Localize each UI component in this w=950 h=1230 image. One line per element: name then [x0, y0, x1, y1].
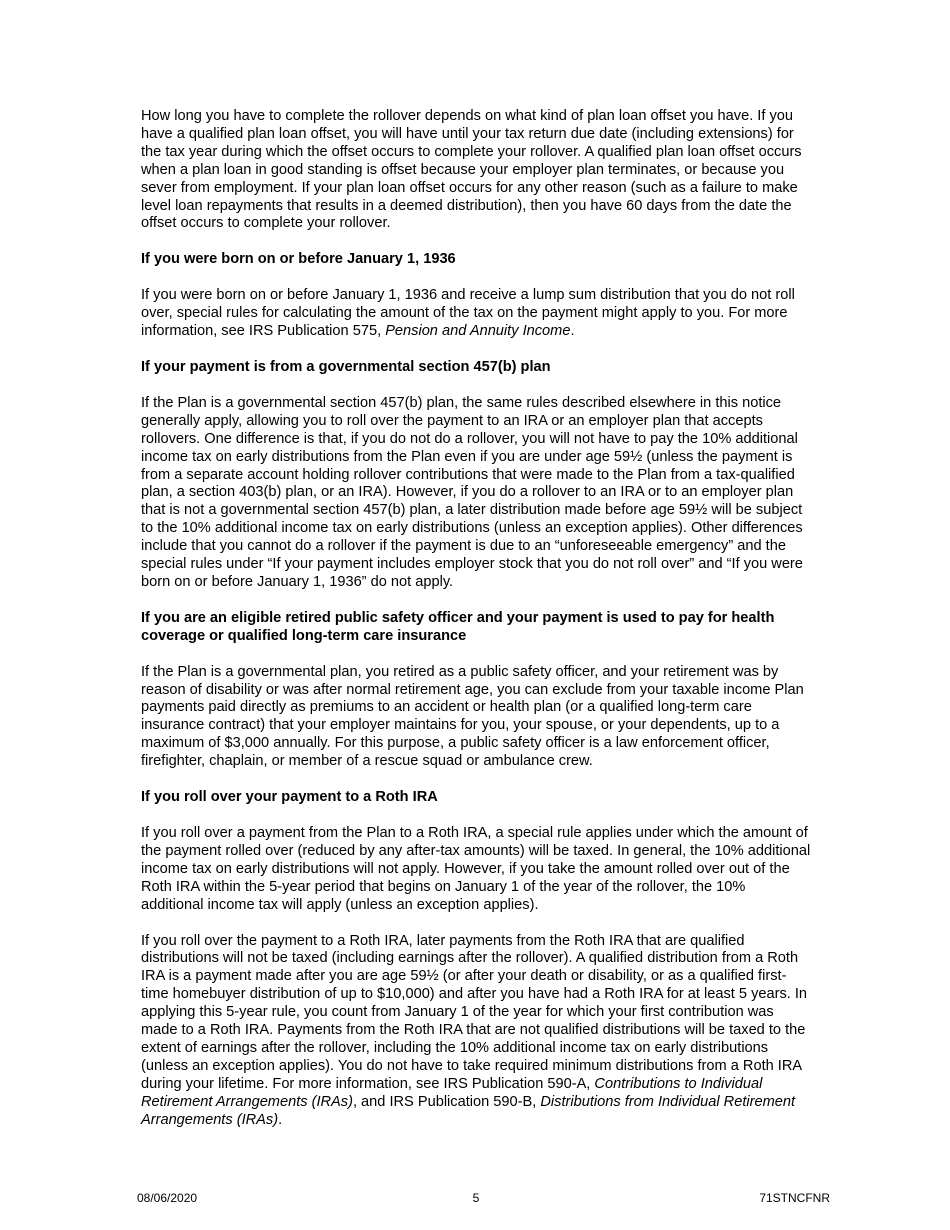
paragraph-roth-ira-distributions: [141, 933, 811, 1130]
document-code: 71STNCFNR: [759, 1191, 830, 1205]
heading-roth-ira: If you roll over your payment to a Roth IRA: [141, 789, 438, 806]
paragraph-457b-plan: If the Plan is a governmental section 457(b) plan, the same rules described elsewhere in this notice generally apply, allowing you to roll over the payment to an IRA or an employer plan that accepts rollovers. One difference is that, if you do not do a rollover, you will not have to pay the 10% additional income tax on early distributions from the Plan even if you are under age 59½ (unless the payment is from a separate account holding rollover contributions that were made to the Plan from a tax-qualified plan, a section 403(b) plan, or an IRA). However, if you do a rollover to an IRA or to an employer plan that is not a governmental section 457(b) plan, a later distribution made before age 59½ will be subject to the 10% additional income tax on early distributions (unless an exception applies). Other differences include that you cannot do a rollover if the payment is due to an “unforeseeable emergency” and the special rules under “If your payment includes employer stock that you do not roll over” and “If you were born on or before January 1, 1936” do not apply.: [141, 394, 803, 590]
heading-457b-plan: If your payment is from a governmental section 457(b) plan: [141, 358, 551, 375]
paragraph-public-safety-officer: If the Plan is a governmental plan, you retired as a public safety officer, and your retirement was by reason of disability or was after normal retirement age, you can exclude from your taxable income Plan payments paid directly as premiums to an accident or health plan (or a qualified long-term care insurance contract) that your employer maintains for you, your spouse, or your dependents, up to a maximum of $3,000 annually. For this purpose, a public safety officer is a law enforcement officer, firefighter, chaplain, or member of a rescue squad or ambulance crew.: [141, 663, 804, 770]
footer-date: 08/06/2020: [137, 1191, 198, 1205]
document-body: [141, 108, 811, 1148]
publication-title: Pension and Annuity Income: [385, 323, 571, 340]
heading-born-before-1936: If you were born on or before January 1, 1936: [141, 251, 456, 268]
heading-public-safety-officer: If you are an eligible retired public safety officer and your payment is used to pay for health coverage or qualified long-term care insurance: [141, 609, 775, 644]
paragraph-born-before-1936: [141, 287, 811, 341]
paragraph-text: If you were born on or before January 1, 1936 and receive a lump sum distribution that you do not roll over, special rules for calculating the amount of the tax on the payment might apply to you. For more information, see IRS Publication 575,: [141, 287, 795, 340]
paragraph-text-mid: , and IRS Publication 590-B,: [352, 1093, 541, 1110]
page-number: 5: [472, 1191, 480, 1205]
paragraph-plan-loan-offset: How long you have to complete the rollover depends on what kind of plan loan offset you have. If you have a qualified plan loan offset, you will have until your tax return due date (including extensions) for the tax year during which the offset occurs to complete your rollover. A qualified plan loan offset occurs when a plan loan in good standing is offset because your employer plan terminates, or because you sever from employment. If your plan loan offset occurs for any other reason (such as a failure to make level loan repayments that results in a deemed distribution), then you have 60 days from the date the offset occurs to complete your rollover.: [141, 108, 802, 232]
paragraph-text: If you roll over the payment to a Roth IRA, later payments from the Roth IRA that are qualified distributions will not be taxed (including earnings after the rollover). A qualified distribution from a Roth IRA is a payment made after you are age 59½ (or after your death or disability, or as a qualified first-time homebuyer distribution of up to $10,000) and after you have had a Roth IRA for at least 5 years. In applying this 5-year rule, you count from January 1 of the year for which your first contribution was made to a Roth IRA. Payments from the Roth IRA that are not qualified distributions will be taxed to the extent of earnings after the rollover, including the 10% additional income tax on early distributions (unless an exception applies). You do not have to take required minimum distributions from a Roth IRA during your lifetime. For more information, see IRS Publication 590-A,: [141, 932, 808, 1092]
publication-title-590a: Contributions to Individual Retirement Arrangements (IRAs): [141, 1075, 763, 1110]
publication-title-590b: Distributions from Individual Retirement Arrangements (IRAs): [141, 1093, 796, 1128]
paragraph-end: .: [278, 1111, 283, 1128]
paragraph-roth-ira-rollover: If you roll over a payment from the Plan to a Roth IRA, a special rule applies under which the amount of the payment rolled over (reduced by any after-tax amounts) will be taxed. In general, the 10% additional income tax on early distributions will not apply. However, if you take the amount rolled over out of the Roth IRA within the 5-year period that begins on January 1 of the year of the rollover, the 10% additional income tax will apply (unless an exception applies).: [141, 825, 811, 913]
paragraph-end: .: [570, 323, 575, 340]
